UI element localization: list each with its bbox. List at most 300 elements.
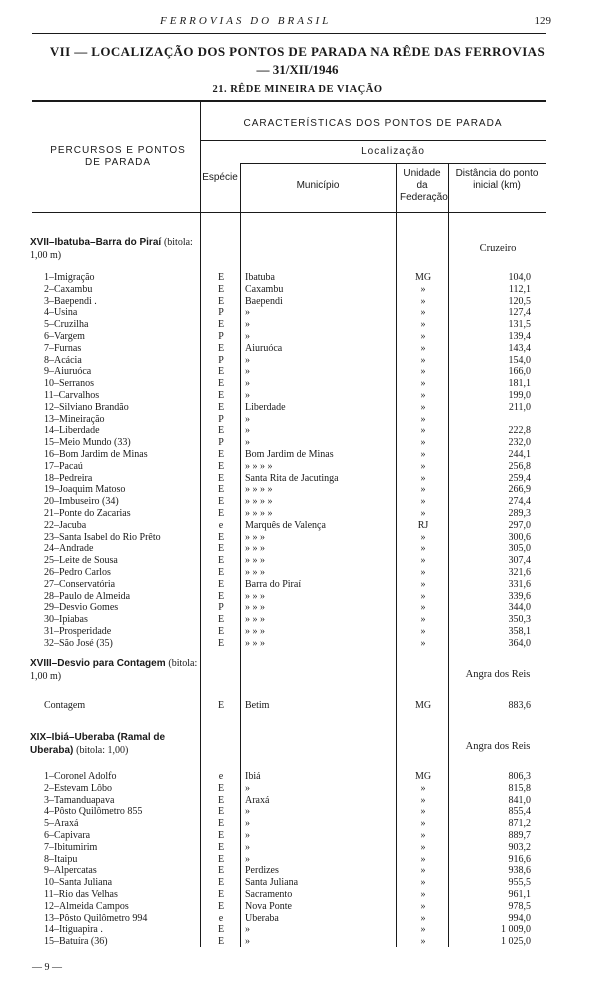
uf-cell: »	[420, 614, 426, 626]
especie-cell: E	[217, 936, 225, 948]
especie-cell: E	[217, 472, 225, 484]
group-origin: Cruzeiro	[479, 243, 517, 254]
municipio-cell: » » »	[245, 626, 265, 637]
distance-cell: 364,0	[508, 637, 531, 649]
especie-cell: E	[217, 531, 225, 543]
station-name: 20–Imbuseiro (34)	[44, 496, 119, 508]
distance-cell: 961,1	[508, 889, 531, 900]
distance-cell: 232,0	[508, 437, 531, 449]
especie-cell: E	[217, 508, 225, 519]
table-row	[0, 842, 595, 854]
station-name: 29–Desvio Gomes	[44, 602, 119, 614]
municipio-cell: Betim	[245, 700, 270, 711]
especie-cell: E	[217, 700, 225, 711]
distance-cell: 815,8	[508, 782, 531, 794]
especie-cell: E	[217, 460, 225, 472]
table-row	[0, 449, 595, 461]
distance-cell: 955,5	[508, 877, 531, 889]
distance-cell: 855,4	[508, 806, 531, 818]
station-name: 21–Ponte do Zacarias	[44, 508, 131, 519]
uf-cell: »	[420, 782, 426, 794]
especie-cell: E	[217, 794, 225, 806]
group-title: XIX–Ibiá–Uberaba (Ramal de Uberaba) (bitola: 1,00)	[30, 732, 166, 756]
municipio-cell: » » » »	[245, 508, 273, 519]
distance-cell: 259,4	[508, 472, 531, 484]
header-unidade: Unidade da Federação	[400, 168, 448, 203]
uf-cell: »	[420, 818, 426, 830]
especie-cell: E	[217, 626, 225, 637]
municipio-cell: » » » »	[245, 460, 273, 472]
municipio-cell: » » »	[245, 602, 265, 614]
municipio-cell: »	[245, 307, 250, 319]
table-row	[0, 638, 595, 650]
table-row	[0, 543, 595, 555]
municipio-cell: »	[245, 331, 250, 342]
distance-cell: 916,6	[508, 853, 531, 865]
uf-cell: »	[420, 283, 426, 295]
station-name: 11–Rio das Velhas	[44, 889, 118, 900]
uf-cell: »	[420, 378, 426, 390]
uf-cell: RJ	[417, 519, 429, 531]
section-date: — 31/XII/1946	[256, 62, 339, 77]
table-row	[0, 783, 595, 795]
station-name: 30–Ipiabas	[44, 614, 88, 626]
especie-cell: E	[217, 818, 225, 830]
municipio-cell: Santa Juliana	[245, 877, 299, 889]
subsection-title: 21. RÊDE MINEIRA DE VIAÇÃO	[212, 84, 383, 95]
table-row	[0, 508, 595, 520]
station-name: 10–Santa Juliana	[44, 877, 113, 889]
uf-cell: »	[420, 806, 426, 818]
municipio-cell: »	[245, 806, 250, 818]
table-row	[0, 355, 595, 367]
header-bottom-rule	[32, 212, 546, 213]
uf-cell: »	[420, 484, 426, 496]
especie-cell: e	[218, 519, 224, 531]
municipio-cell: »	[245, 354, 250, 366]
distance-cell: 266,9	[508, 484, 531, 496]
station-name: 13–Pôsto Quilômetro 994	[44, 912, 148, 924]
station-name: 4–Usina	[44, 307, 78, 319]
municipio-cell: »	[245, 413, 250, 425]
running-header	[0, 15, 595, 31]
table-row	[0, 331, 595, 343]
station-name: 24–Andrade	[44, 543, 94, 555]
uf-cell: »	[420, 841, 426, 853]
especie-cell: E	[217, 806, 225, 818]
station-name: 6–Capivara	[44, 830, 91, 841]
municipio-cell: » » » »	[245, 496, 273, 508]
distance-cell: 199,0	[508, 390, 531, 401]
table-row	[0, 496, 595, 508]
station-name: 26–Pedro Carlos	[44, 567, 111, 578]
table-row	[0, 795, 595, 807]
uf-cell: »	[420, 401, 426, 413]
municipio-cell: Marquês de Valença	[245, 519, 326, 531]
especie-cell: E	[217, 401, 225, 413]
station-name: 12–Silviano Brandão	[44, 401, 129, 413]
municipio-cell: Liberdade	[245, 401, 286, 413]
table-row	[0, 865, 595, 877]
especie-cell: E	[217, 555, 225, 567]
header-localizacao: Localização	[361, 146, 425, 157]
station-name: 11–Carvalhos	[44, 390, 100, 401]
especie-cell: e	[218, 912, 224, 924]
uf-cell: »	[420, 295, 426, 307]
table-row	[0, 343, 595, 355]
uf-cell: »	[420, 437, 426, 449]
table-row	[0, 626, 595, 638]
uf-cell: »	[420, 307, 426, 319]
especie-cell: E	[217, 283, 225, 295]
table-row	[0, 425, 595, 437]
uf-cell: »	[420, 508, 426, 519]
station-name: 7–Ibitumirim	[44, 841, 98, 853]
table-row	[0, 567, 595, 579]
municipio-cell: » » »	[245, 637, 265, 649]
station-name: 7–Furnas	[44, 342, 82, 354]
distance-cell: 806,3	[508, 771, 531, 782]
table-row	[0, 936, 595, 948]
station-name: 6–Vargem	[44, 331, 85, 342]
table-row	[0, 614, 595, 626]
table-row	[0, 700, 595, 712]
header-percursos: PERCURSOS E PONTOS DE PARADA	[50, 145, 186, 168]
header-especie: Espécie	[202, 172, 238, 183]
uf-cell: »	[420, 331, 426, 342]
uf-cell: »	[420, 794, 426, 806]
municipio-cell: »	[245, 378, 250, 390]
municipio-cell: » » »	[245, 531, 265, 543]
distance-cell: 131,5	[508, 319, 531, 331]
distance-cell: 331,6	[508, 578, 531, 590]
header-municipio: Município	[296, 180, 340, 191]
municipio-cell: Caxambu	[245, 283, 284, 295]
distance-cell: 344,0	[508, 602, 531, 614]
especie-cell: E	[217, 449, 225, 460]
especie-cell: P	[218, 602, 224, 614]
header-rule-3	[240, 163, 546, 164]
station-name: 2–Estevam Lôbo	[44, 782, 113, 794]
station-name: 8–Itaipu	[44, 853, 78, 865]
table-row	[0, 913, 595, 925]
table-row	[0, 437, 595, 449]
especie-cell: E	[217, 590, 225, 602]
uf-cell: »	[420, 413, 426, 425]
distance-cell: 274,4	[508, 496, 531, 508]
especie-cell: E	[217, 390, 225, 401]
distance-cell: 994,0	[508, 912, 531, 924]
group-title: XVIII–Desvio para Contagem (bitola: 1,00 m)	[30, 658, 198, 682]
station-name: 5–Araxá	[44, 818, 79, 830]
uf-cell: »	[420, 425, 426, 437]
especie-cell: E	[217, 578, 225, 590]
header-rule	[32, 33, 546, 34]
distance-cell: 104,0	[508, 272, 531, 283]
uf-cell: »	[420, 578, 426, 590]
table-row	[0, 771, 595, 783]
especie-cell: E	[217, 877, 225, 889]
station-name: 18–Pedreira	[44, 472, 93, 484]
table-row	[0, 296, 595, 308]
municipio-cell: » » »	[245, 567, 265, 578]
municipio-cell: » » »	[245, 543, 265, 555]
distance-cell: 938,6	[508, 865, 531, 877]
uf-cell: »	[420, 496, 426, 508]
distance-cell: 889,7	[508, 830, 531, 841]
distance-cell: 256,8	[508, 460, 531, 472]
distance-cell: 127,4	[508, 307, 531, 319]
station-name: 3–Tamanduapava	[44, 794, 115, 806]
distance-cell: 139,4	[508, 331, 531, 342]
especie-cell: E	[217, 853, 225, 865]
distance-cell: 181,1	[508, 378, 531, 390]
table-top-rule	[32, 100, 546, 102]
table-row	[0, 461, 595, 473]
municipio-cell: Santa Rita de Jacutinga	[245, 472, 339, 484]
table-row	[0, 877, 595, 889]
especie-cell: E	[217, 366, 225, 378]
distance-cell: 154,0	[508, 354, 531, 366]
uf-cell: »	[420, 924, 426, 936]
especie-cell: E	[217, 889, 225, 900]
station-name: 14–Liberdade	[44, 425, 100, 437]
distance-cell: 1 009,0	[501, 924, 531, 936]
especie-cell: E	[217, 319, 225, 331]
uf-cell: »	[420, 889, 426, 900]
table-row	[0, 473, 595, 485]
uf-cell: »	[420, 319, 426, 331]
station-name: 28–Paulo de Almeida	[44, 590, 131, 602]
table-row	[0, 520, 595, 532]
table-row	[0, 272, 595, 284]
especie-cell: E	[217, 378, 225, 390]
municipio-cell: »	[245, 319, 250, 331]
station-name: 16–Bom Jardim de Minas	[44, 449, 148, 460]
municipio-cell: Aiuruóca	[245, 342, 283, 354]
station-name: 8–Acácia	[44, 354, 82, 366]
table-row	[0, 889, 595, 901]
distance-cell: 903,2	[508, 841, 531, 853]
running-title: FERROVIAS DO BRASIL	[160, 15, 332, 27]
especie-cell: P	[218, 413, 224, 425]
distance-cell: 305,0	[508, 543, 531, 555]
distance-cell: 211,0	[508, 401, 531, 413]
station-name: 1–Imigração	[44, 272, 95, 283]
distance-cell: 289,3	[508, 508, 531, 519]
table-row	[0, 830, 595, 842]
municipio-cell: »	[245, 366, 250, 378]
station-name: 9–Aiuruóca	[44, 366, 92, 378]
municipio-cell: Nova Ponte	[245, 900, 292, 912]
uf-cell: »	[420, 602, 426, 614]
group-title: XVII–Ibatuba–Barra do Piraí (bitola: 1,00 m)	[30, 237, 193, 261]
table-row	[0, 378, 595, 390]
especie-cell: E	[217, 865, 225, 877]
distance-cell: 297,0	[508, 519, 531, 531]
station-name: 4–Pôsto Quilômetro 855	[44, 806, 143, 818]
municipio-cell: Ibiá	[245, 771, 261, 782]
station-name: 31–Prosperidade	[44, 626, 112, 637]
especie-cell: E	[217, 614, 225, 626]
especie-cell: P	[218, 307, 224, 319]
especie-cell: P	[218, 437, 224, 449]
distance-cell: 350,3	[508, 614, 531, 626]
municipio-cell: »	[245, 425, 250, 437]
distance-cell: 112,1	[508, 283, 531, 295]
especie-cell: E	[217, 496, 225, 508]
uf-cell: »	[420, 366, 426, 378]
station-name: 23–Santa Isabel do Rio Prêto	[44, 531, 161, 543]
table-row	[0, 579, 595, 591]
municipio-cell: »	[245, 390, 250, 401]
distance-cell: 166,0	[508, 366, 531, 378]
distance-cell: 120,5	[508, 295, 531, 307]
especie-cell: P	[218, 354, 224, 366]
uf-cell: »	[420, 460, 426, 472]
uf-cell: »	[420, 531, 426, 543]
uf-cell: »	[420, 590, 426, 602]
station-name: 15–Batuíra (36)	[44, 936, 108, 948]
especie-cell: E	[217, 342, 225, 354]
distance-cell: 358,1	[508, 626, 531, 637]
municipio-cell: »	[245, 830, 250, 841]
municipio-cell: Ibatuba	[245, 272, 275, 283]
especie-cell: E	[217, 924, 225, 936]
station-name: 10–Serranos	[44, 378, 94, 390]
distance-cell: 222,8	[508, 425, 531, 437]
header-rule-2	[200, 140, 546, 141]
distance-cell: 321,6	[508, 567, 531, 578]
table-row	[0, 284, 595, 296]
distance-cell: 339,6	[508, 590, 531, 602]
distance-cell: 244,1	[508, 449, 531, 460]
municipio-cell: Sacramento	[245, 889, 293, 900]
especie-cell: E	[217, 900, 225, 912]
page-footer: — 9 —	[32, 962, 62, 973]
distance-cell: 978,5	[508, 900, 531, 912]
municipio-cell: »	[245, 924, 250, 936]
especie-cell: E	[217, 295, 225, 307]
distance-cell: 300,6	[508, 531, 531, 543]
station-name: 12–Almeida Campos	[44, 900, 129, 912]
table-row	[0, 591, 595, 603]
especie-cell: E	[217, 543, 225, 555]
uf-cell: »	[420, 472, 426, 484]
especie-cell: P	[218, 331, 224, 342]
municipio-cell: » » »	[245, 614, 265, 626]
uf-cell: »	[420, 936, 426, 948]
page-number: 129	[534, 15, 551, 27]
especie-cell: E	[217, 830, 225, 841]
municipio-cell: Baependi	[245, 295, 283, 307]
uf-cell: »	[420, 900, 426, 912]
uf-cell: MG	[414, 771, 432, 782]
uf-cell: »	[420, 390, 426, 401]
table-row	[0, 319, 595, 331]
station-name: 13–Mineiração	[44, 413, 105, 425]
table-row	[0, 924, 595, 936]
station-name: 15–Meio Mundo (33)	[44, 437, 131, 449]
station-name: 14–Itiguapira .	[44, 924, 103, 936]
table-row	[0, 307, 595, 319]
uf-cell: MG	[414, 272, 432, 283]
distance-cell: 143,4	[508, 342, 531, 354]
uf-cell: MG	[414, 700, 432, 711]
station-name: 5–Cruzilha	[44, 319, 89, 331]
especie-cell: e	[218, 771, 224, 782]
especie-cell: E	[217, 425, 225, 437]
uf-cell: »	[420, 342, 426, 354]
municipio-cell: Barra do Piraí	[245, 578, 302, 590]
municipio-cell: » » »	[245, 590, 265, 602]
table-row	[0, 602, 595, 614]
table-row	[0, 390, 595, 402]
distance-cell: 841,0	[508, 794, 531, 806]
header-distancia: Distância do ponto inicial (km)	[455, 168, 539, 191]
distance-cell: 1 025,0	[501, 936, 531, 948]
especie-cell: E	[217, 841, 225, 853]
table-row	[0, 555, 595, 567]
municipio-cell: »	[245, 782, 250, 794]
uf-cell: »	[420, 912, 426, 924]
municipio-cell: »	[245, 841, 250, 853]
station-name: 1–Coronel Adolfo	[44, 771, 117, 782]
station-name: 2–Caxambu	[44, 283, 93, 295]
municipio-cell: Bom Jardim de Minas	[245, 449, 334, 460]
table-row	[0, 532, 595, 544]
municipio-cell: »	[245, 818, 250, 830]
table-row	[0, 402, 595, 414]
table-row	[0, 414, 595, 426]
section-title: VII — LOCALIZAÇÃO DOS PONTOS DE PARADA NA RÊDE DAS FERROVIAS	[49, 44, 546, 59]
uf-cell: »	[420, 637, 426, 649]
station-name: 17–Pacaú	[44, 460, 83, 472]
station-name: 32–São José (35)	[44, 637, 113, 649]
uf-cell: »	[420, 877, 426, 889]
especie-cell: E	[217, 484, 225, 496]
uf-cell: »	[420, 555, 426, 567]
distance-cell: 307,4	[508, 555, 531, 567]
municipio-cell: Perdizes	[245, 865, 279, 877]
station-name: Contagem	[44, 700, 86, 711]
station-name: 3–Baependi .	[44, 295, 97, 307]
uf-cell: »	[420, 567, 426, 578]
table-row	[0, 806, 595, 818]
uf-cell: »	[420, 853, 426, 865]
group-origin: Angra dos Reis	[465, 741, 531, 752]
station-name: 19–Joaquim Matoso	[44, 484, 126, 496]
uf-cell: »	[420, 830, 426, 841]
municipio-cell: »	[245, 936, 250, 948]
station-name: 9–Alpercatas	[44, 865, 97, 877]
especie-cell: E	[217, 272, 225, 283]
station-name: 22–Jacuba	[44, 519, 87, 531]
uf-cell: »	[420, 449, 426, 460]
uf-cell: »	[420, 543, 426, 555]
station-name: 25–Leite de Sousa	[44, 555, 118, 567]
especie-cell: E	[217, 637, 225, 649]
table-row	[0, 854, 595, 866]
header-main: CARACTERÍSTICAS DOS PONTOS DE PARADA	[243, 118, 503, 129]
station-name: 27–Conservatória	[44, 578, 116, 590]
distance-cell: 883,6	[508, 700, 531, 711]
table-row	[0, 818, 595, 830]
table-row	[0, 484, 595, 496]
municipio-cell: Uberaba	[245, 912, 279, 924]
uf-cell: »	[420, 865, 426, 877]
table-row	[0, 901, 595, 913]
